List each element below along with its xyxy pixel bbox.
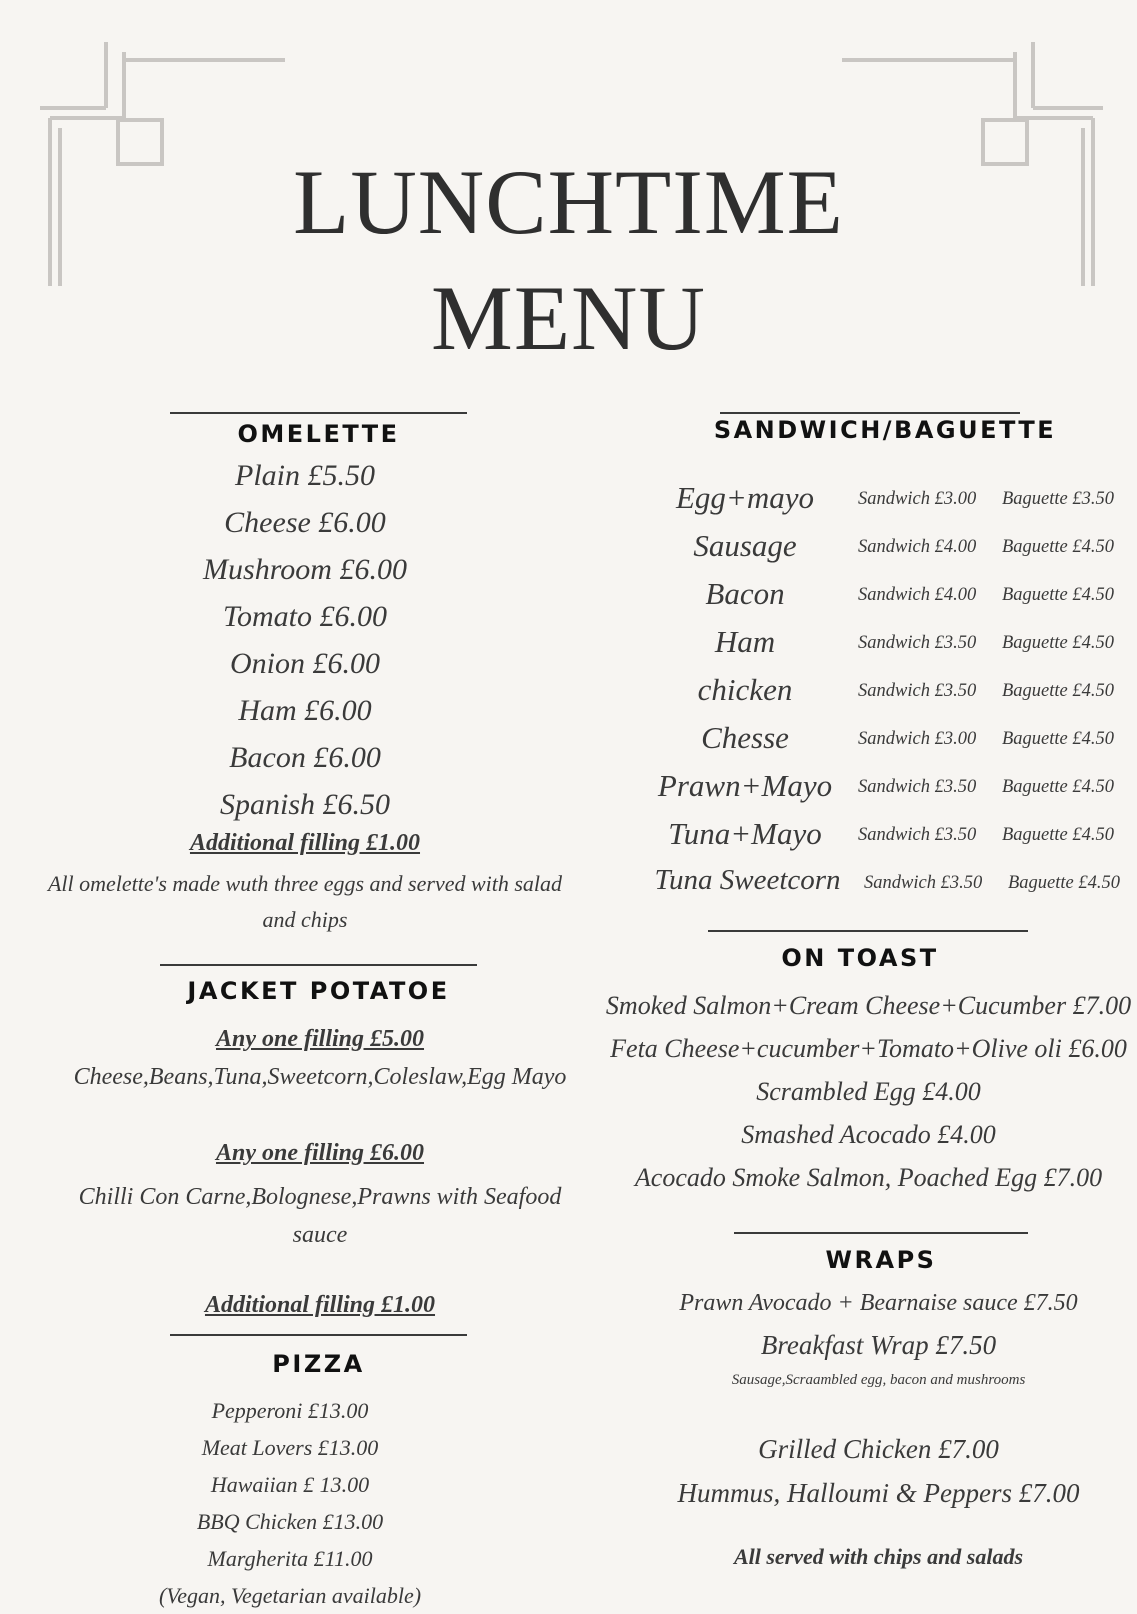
table-row: [640, 720, 1130, 766]
divider: [734, 1232, 1028, 1234]
omelette-list: [30, 452, 580, 828]
divider: [708, 930, 1028, 932]
wraps-footer: All served with chips and salads: [733, 1544, 1024, 1569]
list-item: Cheese £6.00: [224, 506, 386, 539]
table-row: [640, 480, 1130, 526]
sandwich-price: Sandwich £4.00: [858, 537, 977, 557]
sandwich-item-name: Tuna Sweetcorn: [654, 864, 841, 896]
sandwich-price: Sandwich £3.50: [858, 825, 977, 845]
sandwich-item-name: Ham: [714, 624, 776, 659]
sandwich-item-name: chicken: [697, 672, 793, 707]
list-item: Plain £5.50: [235, 459, 375, 492]
list-item: (Vegan, Vegetarian available): [158, 1583, 422, 1608]
list-item: Hawaiian £ 13.00: [210, 1472, 370, 1497]
list-item: Smashed Acocado £4.00: [741, 1120, 996, 1149]
table-row: [640, 768, 1130, 814]
list-item: Spanish £6.50: [219, 788, 390, 821]
sandwich-price: Sandwich £3.50: [858, 681, 977, 701]
sandwich-price: Sandwich £3.00: [858, 729, 977, 749]
list-item: Bacon £6.00: [229, 741, 381, 774]
omelette-additional: Additional filling £1.00: [189, 830, 421, 856]
list-item: Pepperoni £13.00: [211, 1398, 369, 1423]
sandwich-heading: SANDWICH/BAGUETTE: [713, 416, 1057, 444]
sandwich-item-name: Egg+mayo: [675, 480, 814, 515]
list-item: Mushroom £6.00: [203, 553, 407, 586]
list-item: Acocado Smoke Salmon, Poached Egg £7.00: [634, 1163, 1103, 1192]
pizza-list: [30, 1392, 550, 1614]
list-item: Breakfast Wrap £7.50: [760, 1330, 997, 1360]
divider: [160, 964, 477, 966]
page-title-line1: LUNCHTIME: [293, 151, 844, 253]
table-row: [640, 672, 1130, 718]
table-row: [640, 864, 1130, 910]
sandwich-item-name: Prawn+Mayo: [657, 768, 833, 803]
list-item-note: Sausage,Scraambled egg, bacon and mushrooms: [731, 1372, 1026, 1388]
baguette-price: Baguette £3.50: [1002, 489, 1115, 509]
sandwich-item-name: Chesse: [701, 720, 789, 755]
pizza-heading: PIZZA: [272, 1350, 365, 1378]
wraps-heading: WRAPS: [825, 1246, 937, 1274]
list-item: Margherita £11.00: [207, 1546, 373, 1571]
jacket-additional: Additional filling £1.00: [204, 1292, 436, 1318]
jacket-offer1-items: Cheese,Beans,Tuna,Sweetcorn,Coleslaw,Egg Mayo: [73, 1064, 567, 1090]
toast-heading: ON TOAST: [781, 944, 939, 972]
baguette-price: Baguette £4.50: [1008, 873, 1121, 893]
jacket-heading: JACKET POTATOE: [187, 977, 450, 1005]
baguette-price: Baguette £4.50: [1002, 681, 1115, 701]
list-item: BBQ Chicken £13.00: [196, 1509, 384, 1534]
list-item: Scrambled Egg £4.00: [756, 1077, 981, 1106]
list-item: Feta Cheese+cucumber+Tomato+Olive oli £6.00: [610, 1034, 1127, 1063]
sandwich-item-name: Tuna+Mayo: [668, 816, 822, 851]
sandwich-item-name: Bacon: [705, 576, 785, 611]
list-item: Onion £6.00: [230, 647, 380, 680]
page-title-line2: MENU: [431, 267, 706, 369]
jacket-offer2-label: Any one filling £6.00: [215, 1140, 425, 1166]
sandwich-price: Sandwich £3.00: [858, 489, 977, 509]
list-item: Tomato £6.00: [223, 600, 387, 633]
baguette-price: Baguette £4.50: [1002, 729, 1115, 749]
divider: [720, 412, 1020, 414]
divider: [170, 1334, 467, 1336]
baguette-price: Baguette £4.50: [1002, 633, 1115, 653]
sandwich-price: Sandwich £3.50: [864, 873, 983, 893]
baguette-price: Baguette £4.50: [1002, 825, 1115, 845]
sandwich-item-name: Sausage: [693, 528, 797, 563]
baguette-price: Baguette £4.50: [1002, 585, 1115, 605]
list-item: Meat Lovers £13.00: [201, 1435, 379, 1460]
baguette-price: Baguette £4.50: [1002, 537, 1115, 557]
jacket-offer1-label: Any one filling £5.00: [215, 1026, 425, 1052]
list-item: Smoked Salmon+Cream Cheese+Cucumber £7.00: [605, 991, 1132, 1020]
corner-ornament-right: [837, 0, 1137, 300]
omelette-heading: OMELETTE: [237, 420, 400, 448]
list-item: Hummus, Halloumi & Peppers £7.00: [677, 1478, 1080, 1508]
sandwich-price: Sandwich £3.50: [858, 633, 977, 653]
table-row: [640, 576, 1130, 622]
omelette-note: All omelette's made wuth three eggs and served with salad and chips: [47, 871, 563, 932]
table-row: [640, 816, 1130, 862]
table-row: [640, 528, 1130, 574]
sandwich-price: Sandwich £4.00: [858, 585, 977, 605]
list-item: Prawn Avocado + Bearnaise sauce £7.50: [679, 1290, 1078, 1316]
toast-list: [600, 984, 1137, 1199]
jacket-offer2-items: Chilli Con Carne,Bolognese,Prawns with Seafood sauce: [78, 1184, 562, 1248]
divider: [170, 412, 467, 414]
list-item: Grilled Chicken £7.00: [758, 1434, 999, 1464]
list-item: Ham £6.00: [238, 694, 372, 727]
baguette-price: Baguette £4.50: [1002, 777, 1115, 797]
table-row: [640, 624, 1130, 670]
sandwich-price: Sandwich £3.50: [858, 777, 977, 797]
corner-ornament-left: [0, 0, 300, 300]
